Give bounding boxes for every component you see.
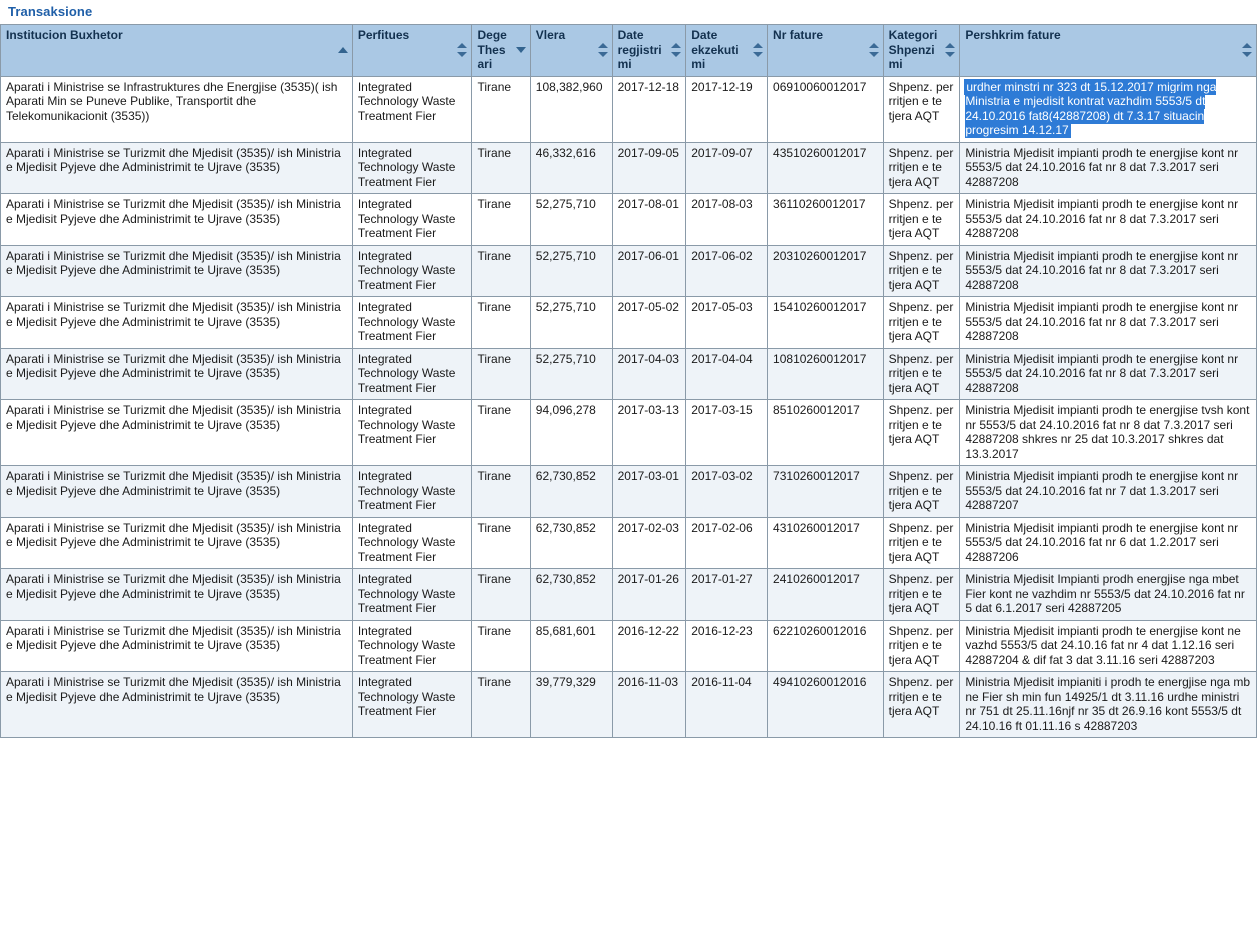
sort-both-icon[interactable] [945, 43, 956, 57]
cell-dege-thesari[interactable]: Tirane [472, 245, 530, 297]
cell-date-ekzekutimi[interactable]: 2017-12-19 [686, 76, 768, 142]
cell-pershkrim-fature[interactable]: Ministria Mjedisit impianti prodh te energjise kont nr 5553/5 dat 24.10.2016 fat nr 8 dat 7.3.2017 seri 42887208 [960, 348, 1257, 400]
cell-date-regjistrimi[interactable]: 2017-01-26 [612, 569, 686, 621]
column-header-dege-thesari[interactable] [472, 25, 530, 77]
table-row[interactable] [1, 142, 1257, 194]
transactions-table [0, 24, 1257, 738]
cell-perfitues[interactable]: Integrated Technology Waste Treatment Fier [352, 142, 472, 194]
sort-ascending-icon[interactable] [338, 43, 349, 57]
cell-date-ekzekutimi[interactable]: 2017-05-03 [686, 297, 768, 349]
cell-nr-fature[interactable]: 06910060012017 [768, 76, 884, 142]
selected-text-highlight: urdher minstri nr 323 dt 15.12.2017 migrim nga Ministria e mjedisit kontrat vazhdim 5553/5 dt 24.10.2016 fat8(42887208) dt 7.3.17 situacin progresim 14.12.17 [965, 79, 1217, 137]
sort-descending-icon[interactable] [516, 43, 527, 57]
cell-vlera[interactable]: 62,730,852 [530, 569, 612, 621]
cell-institucion-buxhetor[interactable]: Aparati i Ministrise se Turizmit dhe Mjedisit (3535)/ ish Ministria e Mjedisit Pyjeve dhe Administrimit te Ujrave (3535) [1, 672, 353, 738]
cell-pershkrim-fature[interactable]: Ministria Mjedisit impianti prodh te energjise kont nr 5553/5 dat 24.10.2016 fat nr 8 dat 7.3.2017 seri 42887208 [960, 297, 1257, 349]
cell-dege-thesari[interactable]: Tirane [472, 142, 530, 194]
cell-dege-thesari[interactable]: Tirane [472, 194, 530, 246]
cell-nr-fature[interactable]: 10810260012017 [768, 348, 884, 400]
column-header-institucion-buxhetor[interactable] [1, 25, 353, 77]
sort-both-icon[interactable] [869, 43, 880, 57]
cell-kategori-shpenzimi[interactable]: Shpenz. per rritjen e te tjera AQT [883, 517, 960, 569]
column-header-label: Perfitues [357, 28, 410, 42]
table-body [1, 76, 1257, 738]
table-row[interactable] [1, 569, 1257, 621]
sort-both-icon[interactable] [598, 43, 609, 57]
cell-vlera[interactable]: 52,275,710 [530, 348, 612, 400]
column-header-label: Pershkrim fature [965, 28, 1061, 42]
cell-perfitues[interactable]: Integrated Technology Waste Treatment Fier [352, 245, 472, 297]
sort-both-icon[interactable] [671, 43, 682, 57]
cell-nr-fature[interactable]: 8510260012017 [768, 400, 884, 466]
cell-dege-thesari[interactable]: Tirane [472, 297, 530, 349]
column-header-label: Vlera [535, 28, 566, 42]
column-header-date-ekzekutimi[interactable] [686, 25, 768, 77]
column-header-label: Institucion Buxhetor [6, 28, 123, 42]
cell-perfitues[interactable]: Integrated Technology Waste Treatment Fier [352, 569, 472, 621]
cell-nr-fature[interactable]: 15410260012017 [768, 297, 884, 349]
cell-dege-thesari[interactable]: Tirane [472, 400, 530, 466]
cell-date-ekzekutimi[interactable]: 2017-02-06 [686, 517, 768, 569]
cell-perfitues[interactable]: Integrated Technology Waste Treatment Fier [352, 297, 472, 349]
column-header-label: Date ekzekutimi [691, 28, 739, 71]
cell-date-ekzekutimi[interactable]: 2017-06-02 [686, 245, 768, 297]
cell-date-regjistrimi[interactable]: 2017-04-03 [612, 348, 686, 400]
table-row[interactable] [1, 194, 1257, 246]
cell-date-regjistrimi[interactable]: 2017-02-03 [612, 517, 686, 569]
cell-date-ekzekutimi[interactable]: 2017-04-04 [686, 348, 768, 400]
cell-institucion-buxhetor[interactable]: Aparati i Ministrise se Turizmit dhe Mjedisit (3535)/ ish Ministria e Mjedisit Pyjeve dhe Administrimit te Ujrave (3535) [1, 245, 353, 297]
cell-pershkrim-fature[interactable]: Ministria Mjedisit impianiti i prodh te energjise nga mb ne Fier sh min fun 14925/1 dt 3.11.16 urdhe ministri nr 751 dt 25.11.16njf nr 35 dt 26.9.16 kont 5553/5 dt 24.10.16 ft 01.11.16 s 42887203 [960, 672, 1257, 738]
cell-vlera[interactable]: 85,681,601 [530, 620, 612, 672]
page-title: Transaksione [8, 4, 93, 19]
table-row[interactable] [1, 400, 1257, 466]
column-header-vlera[interactable] [530, 25, 612, 77]
cell-kategori-shpenzimi[interactable]: Shpenz. per rritjen e te tjera AQT [883, 297, 960, 349]
cell-vlera[interactable]: 52,275,710 [530, 297, 612, 349]
cell-vlera[interactable]: 46,332,616 [530, 142, 612, 194]
cell-pershkrim-fature[interactable]: Ministria Mjedisit Impianti prodh energjise nga mbet Fier kont ne vazhdim nr 5553/5 dat 24.10.2016 fat nr 5 dat 6.1.2017 seri 42887205 [960, 569, 1257, 621]
cell-dege-thesari[interactable]: Tirane [472, 348, 530, 400]
cell-perfitues[interactable]: Integrated Technology Waste Treatment Fier [352, 672, 472, 738]
sort-both-icon[interactable] [457, 43, 468, 57]
column-header-nr-fature[interactable] [768, 25, 884, 77]
cell-institucion-buxhetor[interactable]: Aparati i Ministrise se Turizmit dhe Mjedisit (3535)/ ish Ministria e Mjedisit Pyjeve dhe Administrimit te Ujrave (3535) [1, 400, 353, 466]
column-header-kategori-shpenzimi[interactable] [883, 25, 960, 77]
cell-nr-fature[interactable]: 43510260012017 [768, 142, 884, 194]
table-row[interactable] [1, 466, 1257, 518]
cell-perfitues[interactable]: Integrated Technology Waste Treatment Fier [352, 348, 472, 400]
cell-dege-thesari[interactable]: Tirane [472, 672, 530, 738]
sort-both-icon[interactable] [753, 43, 764, 57]
table-row[interactable] [1, 297, 1257, 349]
cell-date-ekzekutimi[interactable]: 2017-09-07 [686, 142, 768, 194]
column-header-date-regjistrimi[interactable] [612, 25, 686, 77]
cell-date-ekzekutimi[interactable]: 2016-12-23 [686, 620, 768, 672]
column-header-label: Dege Thesari [477, 28, 507, 71]
cell-date-regjistrimi[interactable]: 2017-03-13 [612, 400, 686, 466]
cell-institucion-buxhetor[interactable]: Aparati i Ministrise se Infrastruktures dhe Energjise (3535)( ish Aparati Min se Puneve Publike, Transportit dhe Telekomunikacionit (3535)) [1, 76, 353, 142]
cell-vlera[interactable]: 62,730,852 [530, 466, 612, 518]
cell-kategori-shpenzimi[interactable]: Shpenz. per rritjen e te tjera AQT [883, 348, 960, 400]
cell-pershkrim-fature[interactable]: Ministria Mjedisit impianti prodh te energjise kont nr 5553/5 dat 24.10.2016 fat nr 6 dat 1.2.2017 seri 42887206 [960, 517, 1257, 569]
cell-dege-thesari[interactable]: Tirane [472, 76, 530, 142]
cell-kategori-shpenzimi[interactable]: Shpenz. per rritjen e te tjera AQT [883, 620, 960, 672]
cell-nr-fature[interactable]: 7310260012017 [768, 466, 884, 518]
column-header-perfitues[interactable] [352, 25, 472, 77]
column-header-label: Nr fature [773, 28, 824, 42]
cell-vlera[interactable]: 52,275,710 [530, 194, 612, 246]
cell-date-ekzekutimi[interactable]: 2017-08-03 [686, 194, 768, 246]
cell-perfitues[interactable]: Integrated Technology Waste Treatment Fier [352, 194, 472, 246]
cell-date-ekzekutimi[interactable]: 2016-11-04 [686, 672, 768, 738]
table-row[interactable] [1, 620, 1257, 672]
cell-kategori-shpenzimi[interactable]: Shpenz. per rritjen e te tjera AQT [883, 672, 960, 738]
cell-dege-thesari[interactable]: Tirane [472, 517, 530, 569]
cell-pershkrim-fature[interactable] [960, 76, 1257, 142]
cell-perfitues[interactable]: Integrated Technology Waste Treatment Fier [352, 517, 472, 569]
cell-kategori-shpenzimi[interactable]: Shpenz. per rritjen e te tjera AQT [883, 76, 960, 142]
table-row[interactable] [1, 672, 1257, 738]
cell-date-regjistrimi[interactable]: 2017-12-18 [612, 76, 686, 142]
cell-institucion-buxhetor[interactable]: Aparati i Ministrise se Turizmit dhe Mjedisit (3535)/ ish Ministria e Mjedisit Pyjeve dhe Administrimit te Ujrave (3535) [1, 194, 353, 246]
table-row[interactable] [1, 76, 1257, 142]
cell-institucion-buxhetor[interactable]: Aparati i Ministrise se Turizmit dhe Mjedisit (3535)/ ish Ministria e Mjedisit Pyjeve dhe Administrimit te Ujrave (3535) [1, 142, 353, 194]
cell-vlera[interactable]: 108,382,960 [530, 76, 612, 142]
cell-date-regjistrimi[interactable]: 2016-12-22 [612, 620, 686, 672]
cell-dege-thesari[interactable]: Tirane [472, 569, 530, 621]
cell-date-ekzekutimi[interactable]: 2017-01-27 [686, 569, 768, 621]
cell-perfitues[interactable]: Integrated Technology Waste Treatment Fier [352, 76, 472, 142]
cell-date-regjistrimi[interactable]: 2017-09-05 [612, 142, 686, 194]
cell-institucion-buxhetor[interactable]: Aparati i Ministrise se Turizmit dhe Mjedisit (3535)/ ish Ministria e Mjedisit Pyjeve dhe Administrimit te Ujrave (3535) [1, 348, 353, 400]
column-header-label: Kategori Shpenzimi [888, 28, 938, 71]
table-header-row [1, 25, 1257, 77]
cell-pershkrim-fature[interactable]: Ministria Mjedisit impianti prodh te energjise kont nr 5553/5 dat 24.10.2016 fat nr 8 dat 7.3.2017 seri 42887208 [960, 142, 1257, 194]
cell-nr-fature[interactable]: 4310260012017 [768, 517, 884, 569]
cell-kategori-shpenzimi[interactable]: Shpenz. per rritjen e te tjera AQT [883, 245, 960, 297]
table-row[interactable] [1, 517, 1257, 569]
cell-date-regjistrimi[interactable]: 2017-05-02 [612, 297, 686, 349]
cell-date-ekzekutimi[interactable]: 2017-03-02 [686, 466, 768, 518]
cell-vlera[interactable]: 39,779,329 [530, 672, 612, 738]
cell-institucion-buxhetor[interactable]: Aparati i Ministrise se Turizmit dhe Mjedisit (3535)/ ish Ministria e Mjedisit Pyjeve dhe Administrimit te Ujrave (3535) [1, 569, 353, 621]
cell-nr-fature[interactable]: 49410260012016 [768, 672, 884, 738]
cell-dege-thesari[interactable]: Tirane [472, 620, 530, 672]
cell-kategori-shpenzimi[interactable]: Shpenz. per rritjen e te tjera AQT [883, 194, 960, 246]
cell-date-ekzekutimi[interactable]: 2017-03-15 [686, 400, 768, 466]
cell-pershkrim-fature[interactable]: Ministria Mjedisit impianti prodh te energjise kont nr 5553/5 dat 24.10.2016 fat nr 8 dat 7.3.2017 seri 42887208 [960, 194, 1257, 246]
cell-date-regjistrimi[interactable]: 2017-08-01 [612, 194, 686, 246]
cell-vlera[interactable]: 94,096,278 [530, 400, 612, 466]
cell-perfitues[interactable]: Integrated Technology Waste Treatment Fier [352, 620, 472, 672]
cell-pershkrim-fature[interactable]: Ministria Mjedisit impianti prodh te energjise kont nr 5553/5 dat 24.10.2016 fat nr 8 dat 7.3.2017 seri 42887208 [960, 245, 1257, 297]
cell-nr-fature[interactable]: 2410260012017 [768, 569, 884, 621]
table-row[interactable] [1, 348, 1257, 400]
cell-pershkrim-fature[interactable]: Ministria Mjedisit impianti prodh te energjise tvsh kont nr 5553/5 dat 24.10.2016 fat nr 8 dat 7.3.2017 seri 42887208 shkres nr 25 dat 10.3.2017 shkres dat 13.3.2017 [960, 400, 1257, 466]
column-header-label: Date regjistrimi [617, 28, 662, 71]
cell-kategori-shpenzimi[interactable]: Shpenz. per rritjen e te tjera AQT [883, 466, 960, 518]
cell-institucion-buxhetor[interactable]: Aparati i Ministrise se Turizmit dhe Mjedisit (3535)/ ish Ministria e Mjedisit Pyjeve dhe Administrimit te Ujrave (3535) [1, 466, 353, 518]
table-row[interactable] [1, 245, 1257, 297]
cell-institucion-buxhetor[interactable]: Aparati i Ministrise se Turizmit dhe Mjedisit (3535)/ ish Ministria e Mjedisit Pyjeve dhe Administrimit te Ujrave (3535) [1, 297, 353, 349]
table-header [1, 25, 1257, 77]
cell-pershkrim-fature[interactable]: Ministria Mjedisit impianti prodh te energjise kont nr 5553/5 dat 24.10.2016 fat nr 7 dat 1.3.2017 seri 42887207 [960, 466, 1257, 518]
cell-kategori-shpenzimi[interactable]: Shpenz. per rritjen e te tjera AQT [883, 400, 960, 466]
cell-kategori-shpenzimi[interactable]: Shpenz. per rritjen e te tjera AQT [883, 569, 960, 621]
column-header-pershkrim-fature[interactable] [960, 25, 1257, 77]
cell-pershkrim-fature[interactable]: Ministria Mjedisit impianti prodh te energjise kont ne vazhd 5553/5 dat 24.10.16 fat nr 4 dat 1.12.16 seri 42887204 & dif fat 3 dat 3.11.16 seri 42887203 [960, 620, 1257, 672]
cell-vlera[interactable]: 62,730,852 [530, 517, 612, 569]
cell-nr-fature[interactable]: 62210260012016 [768, 620, 884, 672]
cell-vlera[interactable]: 52,275,710 [530, 245, 612, 297]
cell-nr-fature[interactable]: 36110260012017 [768, 194, 884, 246]
cell-institucion-buxhetor[interactable]: Aparati i Ministrise se Turizmit dhe Mjedisit (3535)/ ish Ministria e Mjedisit Pyjeve dhe Administrimit te Ujrave (3535) [1, 517, 353, 569]
cell-kategori-shpenzimi[interactable]: Shpenz. per rritjen e te tjera AQT [883, 142, 960, 194]
cell-perfitues[interactable]: Integrated Technology Waste Treatment Fier [352, 400, 472, 466]
cell-date-regjistrimi[interactable]: 2017-06-01 [612, 245, 686, 297]
cell-nr-fature[interactable]: 20310260012017 [768, 245, 884, 297]
sort-both-icon[interactable] [1242, 43, 1253, 57]
cell-date-regjistrimi[interactable]: 2016-11-03 [612, 672, 686, 738]
cell-date-regjistrimi[interactable]: 2017-03-01 [612, 466, 686, 518]
cell-institucion-buxhetor[interactable]: Aparati i Ministrise se Turizmit dhe Mjedisit (3535)/ ish Ministria e Mjedisit Pyjeve dhe Administrimit te Ujrave (3535) [1, 620, 353, 672]
cell-dege-thesari[interactable]: Tirane [472, 466, 530, 518]
cell-perfitues[interactable]: Integrated Technology Waste Treatment Fier [352, 466, 472, 518]
